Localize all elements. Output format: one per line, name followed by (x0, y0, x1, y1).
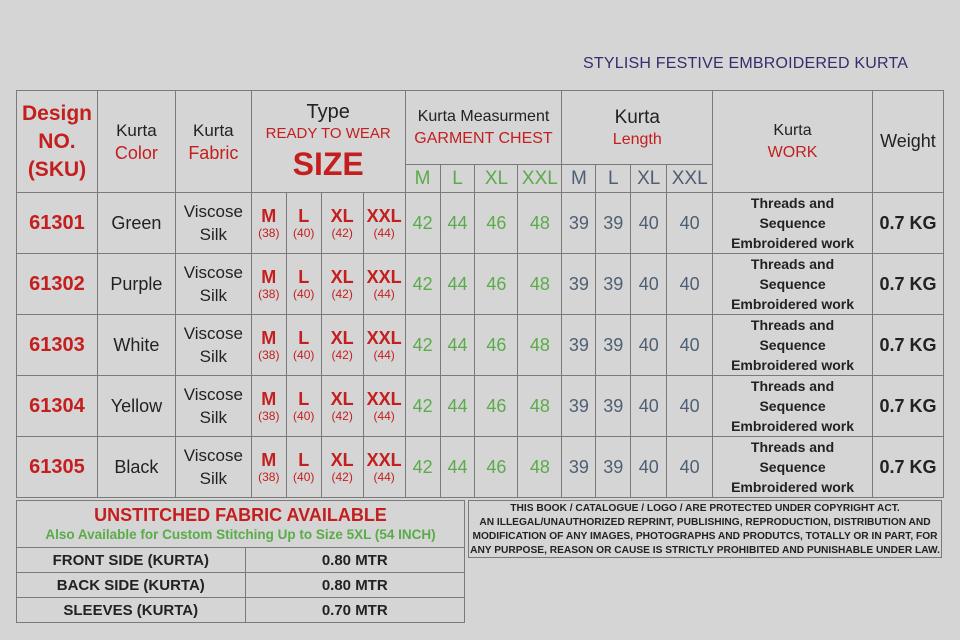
fabric-title: UNSTITCHED FABRIC AVAILABLE (94, 505, 387, 525)
size-code: M (261, 205, 277, 226)
size-number: (44) (373, 408, 395, 423)
chest-size-xl: XL (475, 165, 518, 193)
chest-value: 46 (475, 315, 518, 376)
work-line: Embroidered work (731, 357, 854, 373)
product-row (17, 254, 944, 315)
product-row (17, 376, 944, 437)
size-cell (363, 315, 405, 376)
length-value: 39 (562, 376, 596, 437)
fabric-line: Silk (199, 225, 228, 244)
size-cell (251, 376, 286, 437)
product-row (17, 437, 944, 498)
header-work-line2: WORK (767, 143, 818, 161)
length-value: 40 (631, 254, 667, 315)
length-value: 40 (631, 315, 667, 376)
size-cell (251, 193, 286, 254)
fabric-header (17, 501, 465, 548)
fabric-label: BACK SIDE (KURTA) (17, 573, 246, 598)
weight-cell: 0.7 KG (872, 254, 943, 315)
chest-value: 42 (405, 376, 440, 437)
size-cell (321, 193, 363, 254)
size-number: (38) (258, 347, 280, 362)
header-color-line1: Kurta (116, 120, 157, 140)
size-number: (42) (331, 347, 353, 362)
color-cell: Green (97, 193, 175, 254)
fabric-line: Silk (199, 408, 228, 427)
fabric-label: FRONT SIDE (KURTA) (17, 548, 246, 573)
color-cell: Yellow (97, 376, 175, 437)
weight-cell: 0.7 KG (872, 376, 943, 437)
color-cell: Black (97, 437, 175, 498)
size-number: (38) (258, 469, 280, 484)
size-cell (321, 376, 363, 437)
length-size-l: L (596, 165, 631, 193)
length-value: 40 (667, 437, 713, 498)
fabric-line: Silk (199, 347, 228, 366)
work-line: Sequence (759, 398, 826, 414)
size-code: M (261, 327, 277, 348)
sku-cell: 61302 (17, 254, 98, 315)
product-table (16, 90, 944, 498)
fabric-line: Viscose (183, 324, 243, 343)
sku-cell: 61305 (17, 437, 98, 498)
header-design (17, 91, 98, 193)
header-weight: Weight (872, 91, 943, 193)
fabric-value: 0.80 MTR (245, 573, 464, 598)
product-row (17, 315, 944, 376)
fabric-value: 0.80 MTR (245, 548, 464, 573)
work-cell (713, 376, 873, 437)
fabric-line: Viscose (183, 202, 243, 221)
length-value: 40 (667, 315, 713, 376)
work-cell (713, 193, 873, 254)
chest-value: 48 (518, 437, 562, 498)
header-color (97, 91, 175, 193)
size-code: L (298, 388, 310, 409)
length-value: 39 (562, 254, 596, 315)
chest-value: 42 (405, 315, 440, 376)
copyright-notice (468, 500, 942, 558)
size-number: (42) (331, 408, 353, 423)
size-code: M (261, 266, 277, 287)
size-code: M (261, 449, 277, 470)
size-cell (286, 437, 321, 498)
size-number: (38) (258, 225, 280, 240)
chest-size-l: L (440, 165, 475, 193)
fabric-label: SLEEVES (KURTA) (17, 598, 246, 623)
size-code: XXL (366, 327, 402, 348)
size-cell (363, 193, 405, 254)
header-length (562, 91, 713, 165)
length-value: 39 (596, 437, 631, 498)
page-title: STYLISH FESTIVE EMBROIDERED KURTA (583, 55, 909, 72)
fabric-line: Silk (199, 469, 228, 488)
fabric-cell (175, 193, 251, 254)
length-value: 39 (562, 193, 596, 254)
header-fabric-line2: Fabric (188, 142, 239, 163)
fabric-cell (175, 437, 251, 498)
work-line: Embroidered work (731, 296, 854, 312)
size-cell (363, 254, 405, 315)
chest-value: 42 (405, 437, 440, 498)
copyright-line: AN ILLEGAL/UNAUTHORIZED REPRINT, PUBLISHING, REPRODUCTION, DISTRIBUTION AND (479, 517, 931, 528)
length-size-xl: XL (631, 165, 667, 193)
sku-cell: 61301 (17, 193, 98, 254)
size-cell (321, 437, 363, 498)
length-value: 39 (596, 193, 631, 254)
length-value: 39 (562, 437, 596, 498)
length-value: 39 (596, 315, 631, 376)
chest-value: 48 (518, 376, 562, 437)
size-code: XL (330, 205, 354, 226)
header-measurement (405, 91, 562, 165)
fabric-line: Viscose (183, 263, 243, 282)
chest-value: 44 (440, 437, 475, 498)
chest-value: 48 (518, 193, 562, 254)
chest-size-xxl: XXL (518, 165, 562, 193)
header-design-line2: NO. (38, 129, 76, 153)
size-cell (251, 254, 286, 315)
header-length-line1: Kurta (614, 106, 660, 128)
header-work (713, 91, 873, 193)
work-line: Sequence (759, 459, 826, 475)
length-value: 40 (667, 193, 713, 254)
work-line: Sequence (759, 337, 826, 353)
size-cell (286, 315, 321, 376)
work-line: Embroidered work (731, 235, 854, 251)
work-line: Sequence (759, 276, 826, 292)
chest-value: 46 (475, 437, 518, 498)
size-code: L (298, 266, 310, 287)
header-measurement-line2: GARMENT CHEST (414, 129, 553, 147)
copyright-line: MODIFICATION OF ANY IMAGES, PHOTOGRAPHS AND PRODUTCS, TOTALLY OR IN PART, FOR (472, 531, 938, 542)
length-size-xxl: XXL (667, 165, 713, 193)
size-code: XXL (366, 205, 402, 226)
fabric-row (17, 573, 465, 598)
size-code: XL (330, 449, 354, 470)
sku-cell: 61303 (17, 315, 98, 376)
length-value: 39 (596, 254, 631, 315)
fabric-line: Viscose (183, 446, 243, 465)
size-number: (40) (293, 469, 315, 484)
size-code: XXL (366, 388, 402, 409)
fabric-line: Silk (199, 286, 228, 305)
size-number: (40) (293, 408, 315, 423)
work-line: Threads and (750, 317, 835, 333)
weight-cell: 0.7 KG (872, 315, 943, 376)
size-code: XL (330, 327, 354, 348)
fabric-cell (175, 376, 251, 437)
fabric-row (17, 598, 465, 623)
size-code: XXL (366, 266, 402, 287)
chest-value: 48 (518, 315, 562, 376)
size-number: (42) (331, 469, 353, 484)
sku-cell: 61304 (17, 376, 98, 437)
length-value: 39 (562, 315, 596, 376)
size-number: (38) (258, 408, 280, 423)
size-number: (40) (293, 347, 315, 362)
size-cell (321, 254, 363, 315)
size-number: (40) (293, 286, 315, 301)
size-code: L (298, 327, 310, 348)
header-fabric-line1: Kurta (193, 120, 234, 140)
size-code: XXL (366, 449, 402, 470)
chest-value: 44 (440, 193, 475, 254)
header-measurement-line1: Kurta Measurment (417, 107, 550, 125)
work-line: Sequence (759, 215, 826, 231)
header-design-line3: (SKU) (27, 157, 87, 181)
size-cell (286, 376, 321, 437)
size-code: M (261, 388, 277, 409)
length-value: 40 (667, 254, 713, 315)
size-code: XL (330, 266, 354, 287)
size-number: (44) (373, 225, 395, 240)
size-cell (363, 376, 405, 437)
fabric-table (16, 500, 465, 623)
weight-cell: 0.7 KG (872, 437, 943, 498)
size-cell (363, 437, 405, 498)
color-cell: Purple (97, 254, 175, 315)
work-line: Threads and (750, 256, 835, 272)
work-line: Embroidered work (731, 479, 854, 495)
size-code: L (298, 205, 310, 226)
work-cell (713, 315, 873, 376)
size-number: (40) (293, 225, 315, 240)
chest-size-m: M (405, 165, 440, 193)
header-type (251, 91, 405, 193)
work-line: Threads and (750, 439, 835, 455)
header-design-line1: Design (21, 101, 92, 125)
copyright-line: THIS BOOK / CATALOGUE / LOGO / ARE PROTECTED UNDER COPYRIGHT ACT. (510, 503, 900, 514)
weight-cell: 0.7 KG (872, 193, 943, 254)
fabric-subtitle: Also Available for Custom Stitching Up to Size 5XL (54 INCH) (45, 527, 436, 542)
chest-value: 46 (475, 376, 518, 437)
chest-value: 46 (475, 254, 518, 315)
length-value: 39 (596, 376, 631, 437)
length-size-m: M (562, 165, 596, 193)
size-cell (286, 193, 321, 254)
size-number: (44) (373, 347, 395, 362)
chest-value: 44 (440, 315, 475, 376)
fabric-value: 0.70 MTR (245, 598, 464, 623)
size-cell (286, 254, 321, 315)
chest-value: 48 (518, 254, 562, 315)
size-number: (44) (373, 469, 395, 484)
fabric-cell (175, 254, 251, 315)
header-color-line2: Color (114, 142, 158, 163)
chest-value: 42 (405, 254, 440, 315)
fabric-cell (175, 315, 251, 376)
size-code: XL (330, 388, 354, 409)
length-value: 40 (667, 376, 713, 437)
size-cell (251, 437, 286, 498)
chest-value: 44 (440, 254, 475, 315)
color-cell: White (97, 315, 175, 376)
size-cell (321, 315, 363, 376)
length-value: 40 (631, 193, 667, 254)
length-value: 40 (631, 437, 667, 498)
work-cell (713, 254, 873, 315)
header-type-line2: READY TO WEAR (265, 124, 391, 142)
work-line: Threads and (750, 195, 835, 211)
header-type-line1: Type (306, 100, 350, 123)
length-value: 40 (631, 376, 667, 437)
work-line: Embroidered work (731, 418, 854, 434)
copyright-line: ANY PURPOSE, REASON OR CAUSE IS STRICTLY PROHIBITED AND PUNISHABLE UNDER LAW. (470, 545, 940, 556)
chest-value: 44 (440, 376, 475, 437)
size-cell (251, 315, 286, 376)
fabric-row (17, 548, 465, 573)
work-line: Threads and (750, 378, 835, 394)
size-number: (42) (331, 286, 353, 301)
chest-value: 46 (475, 193, 518, 254)
fabric-line: Viscose (183, 385, 243, 404)
product-row (17, 193, 944, 254)
header-type-line3: SIZE (292, 145, 364, 182)
size-number: (42) (331, 225, 353, 240)
work-cell (713, 437, 873, 498)
header-length-line2: Length (612, 130, 662, 148)
size-number: (44) (373, 286, 395, 301)
size-code: L (298, 449, 310, 470)
header-work-line1: Kurta (773, 121, 812, 139)
size-number: (38) (258, 286, 280, 301)
chest-value: 42 (405, 193, 440, 254)
header-fabric (175, 91, 251, 193)
